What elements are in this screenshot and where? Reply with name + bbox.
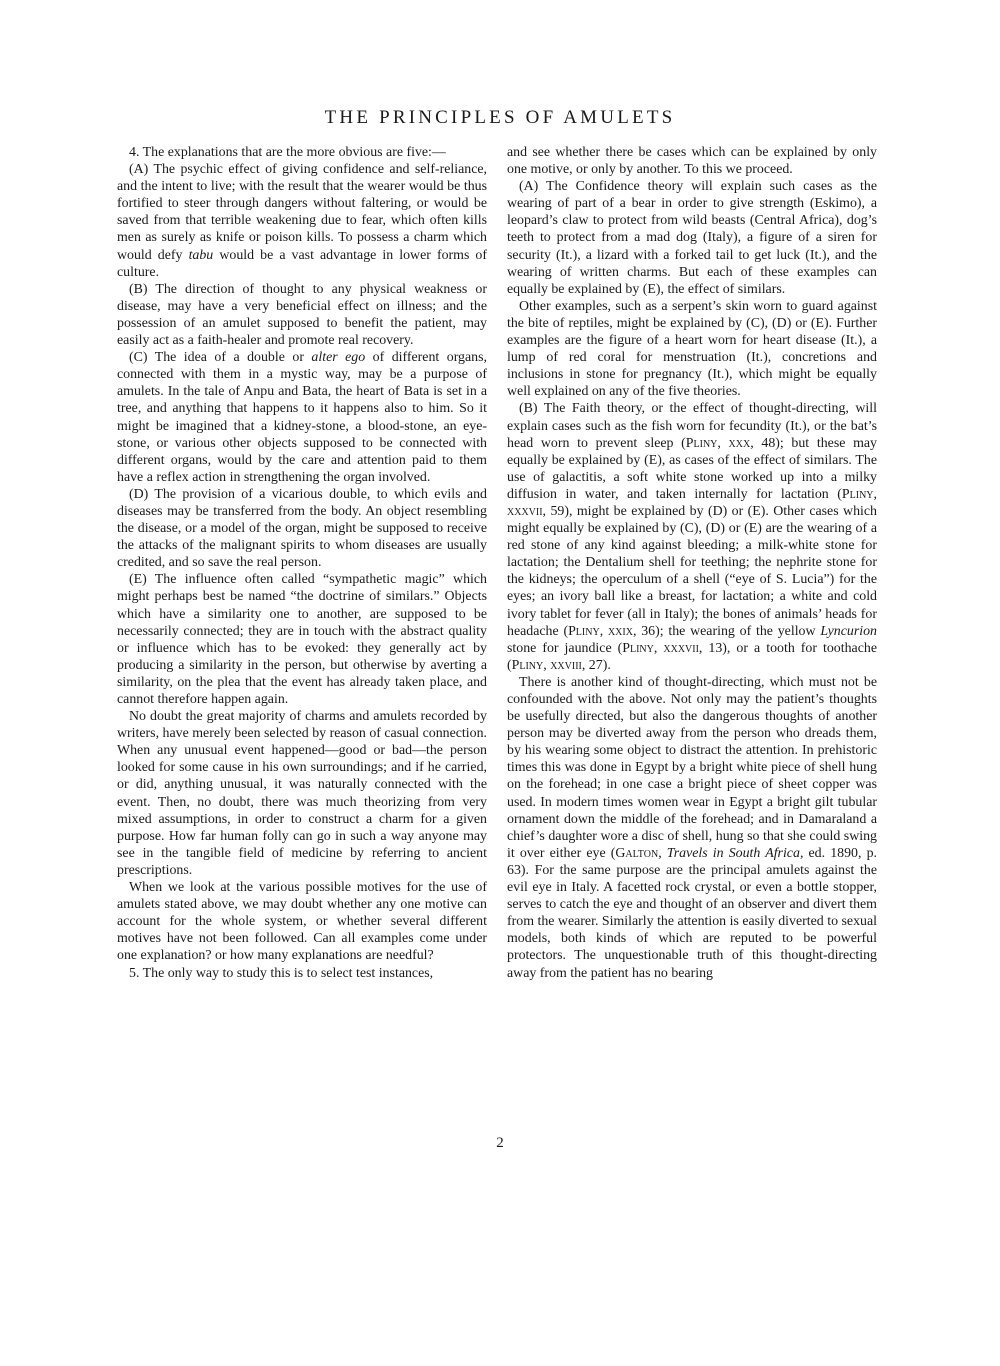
paragraph (507, 298, 877, 401)
small-caps-text: xxx (728, 435, 751, 451)
text-run: , (599, 623, 608, 639)
text-run: , 48); but these may equally be explained by (E), as cases of the effect of similars. The use of galactitis, a soft white stone worked up into a milky diffusion in water, and taken internally for lactation ( (507, 435, 877, 502)
text-run: stone for jaundice ( (507, 640, 623, 656)
text-run: (C) The idea of a double or (129, 350, 312, 366)
text-run: , (717, 435, 729, 451)
paragraph (507, 674, 877, 982)
small-caps-text: Pliny (511, 657, 544, 673)
text-run: , 27). (581, 657, 611, 673)
text-run: (B) The direction of thought to any physical weakness or disease, may have a very beneficial effect on illness; and the possession of an amulet supposed to benefit the patient, may easily act as a faith-healer and promote real recovery. (117, 281, 487, 349)
paragraph (507, 178, 877, 298)
text-run: , ed. 1890, p. 63). For the same purpose are the principal amulets against the evil eye in Italy. A facetted rock crystal, or even a bottle stopper, serves to catch the eye and thought of an observer and divert them from the wearer. Similarly the attention is easily diverted to sexual models, both kinds of which are reputed to be powerful protectors. The unquestionable truth of this thought-directing away from the patient has no bearing (507, 845, 877, 981)
italic-text: Lyncurion (820, 623, 877, 639)
small-caps-text: Pliny (568, 623, 600, 639)
small-caps-text: xxix (607, 623, 633, 639)
text-run: 4. The explanations that are the more obvious are five:— (129, 145, 446, 160)
text-run: , (543, 657, 551, 673)
small-caps-text: Pliny (622, 640, 654, 656)
text-run: , 36); the wearing of the yellow (632, 623, 821, 639)
right-column (507, 144, 877, 1134)
text-run: would be a vast advantage in lower forms of culture. (117, 247, 487, 280)
small-caps-text: Galton (615, 845, 659, 861)
small-caps-text: xxxvii (663, 640, 699, 656)
italic-text: Travels in South Africa (666, 845, 800, 861)
italic-text: alter ego (311, 350, 366, 366)
small-caps-text: xxxvii (507, 503, 543, 519)
text-run: , (658, 845, 667, 861)
text-run: , 13), or a tooth for toothache ( (507, 640, 877, 673)
paragraph (117, 161, 487, 281)
text-run: (A) The Confidence theory will explain such cases as the wearing of part of a bear in order to give strength (Eskimo), a leopard’s claw to protect from wild beasts (Central Africa), dog’s teeth to protect from a mad dog (Italy), a figure of a siren for security (It.), a lizard with a forked tail to get luck (It.), and the wearing of written charms. But each of these examples can equally be explained by (E), the effect of similars. (507, 179, 877, 297)
italic-text: tabu (188, 247, 214, 263)
paragraph (117, 281, 487, 349)
paragraph (117, 486, 487, 571)
text-run: (B) The Faith theory, or the effect of thought-directing, will explain cases such as the fish worn for fecundity (It.), or the bat’s head worn to prevent sleep ( (507, 401, 877, 451)
text-run: Other examples, such as a serpent’s skin worn to guard against the bite of reptiles, might be explained by (C), (D) or (E). Further examples are the figure of a heart worn for heart disease (It.), a lump of red coral for menstruation (It.), concretions and inclusions in stone for pregnancy (It.), which might be equally well explained on any of the five theories. (507, 298, 877, 400)
small-caps-text: Pliny (685, 435, 718, 451)
paragraph (507, 144, 877, 178)
text-run: , 59), might be explained by (D) or (E). Other cases which might equally be explained by (C), (D) or (E) are the wearing of a red stone of any kind against bleeding; a milk-white stone for lactation; the Dentalium shell for teething; the nephrite stone for the kidneys; the operculum of a shell (“eye of S. Lucia”) for the eyes; an ivory ball like a breast, for lactation; a white and cold ivory tablet for fever (all in Italy); the bones of animals’ heads for headache ( (507, 503, 877, 639)
small-caps-text: Pliny (841, 486, 874, 502)
running-head: THE PRINCIPLES OF AMULETS (324, 107, 676, 128)
text-run: of different organs, connected with them in a mystic way, may be a purpose of amulets. In the tale of Anpu and Bata, the heart of Bata is set in a tree, and anything that happens to it happens also to him. So it might be imagined that a kidney-stone, a blood-stone, an eye-stone, or various other objects supposed to be connected with different organs, would by the care and attention paid to them have a reflex action in strengthening the organ involved. (117, 350, 487, 485)
paragraph (117, 965, 487, 982)
text-run: When we look at the various possible motives for the use of amulets stated above, we may doubt whether any one motive can account for the whole system, or whether several different motives have not been followed. Can all examples come under one explanation? or how many explanations are needful? (117, 880, 487, 964)
text-run: and see whether there be cases which can be explained by only one motive, or only by another. To this we proceed. (507, 145, 877, 178)
text-run: , (873, 486, 877, 502)
paragraph (117, 144, 487, 161)
left-column (117, 144, 487, 1134)
text-run: (D) The provision of a vicarious double, to which evils and diseases may be transferred from the body. An object resembling the disease, or a model of the organ, might be supposed to receive the attacks of the malignant spirits to whom diseases are usually credited, and so save the real person. (117, 486, 487, 571)
text-run: (A) The psychic effect of giving confidence and self-reliance, and the intent to live; with the result that the wearer would be thus fortified to steer through dangers without faltering, or would be saved from that terrible weakening due to fear, which often kills men as surely as knife or poison kills. To possess a charm which would defy (117, 162, 487, 263)
paragraph (117, 349, 487, 486)
paragraph (117, 708, 487, 879)
page-number: 2 (496, 1135, 504, 1151)
paragraph (507, 400, 877, 674)
paragraph (117, 571, 487, 708)
small-caps-text: xxviii (550, 657, 582, 673)
text-run: No doubt the great majority of charms and amulets recorded by writers, have merely been selected by reason of casual connection. When any unusual event happened—good or bad—the person looked for some cause in his own surroundings; and if he carried, or did, anything unusual, it was naturally connected with the event. Then, no doubt, there was much theorizing from very mixed assumptions, in order to construct a charm for a given purpose. How far human folly can go in such a way anyone may see in the tangible field of medicine by referring to ancient prescriptions. (117, 709, 487, 878)
text-run: , (653, 640, 664, 656)
text-run: 5. The only way to study this is to select test instances, (129, 965, 434, 981)
text-run: (E) The influence often called “sympathetic magic” which might perhaps best be named “the doctrine of similars.” Objects which have a similarity one to another, are supposed to be necessarily connected; they are in touch with the abstract quality or influence which has to be evoked: they generally act by producing a similarity in the person, but otherwise by averting a similarity, on the plea that the event has already taken place, and cannot therefore happen again. (117, 572, 487, 707)
paragraph (117, 879, 487, 964)
text-run: There is another kind of thought-directing, which must not be confounded with the above. Not only may the patient’s thoughts be usefully directed, but also the dangerous thoughts of another person may be diverted away from the person who dreads them, by his wearing some object to distract the attention. In prehistoric times this was done in Egypt by a bright white piece of shell hung on the forehead; in one case a bright piece of sheet copper was used. In modern times women wear in Egypt a bright gilt tubular ornament down the middle of the forehead; and in Damaraland a chief’s daughter wore a disc of shell, hung so that she could swing it over either eye ( (507, 674, 877, 861)
